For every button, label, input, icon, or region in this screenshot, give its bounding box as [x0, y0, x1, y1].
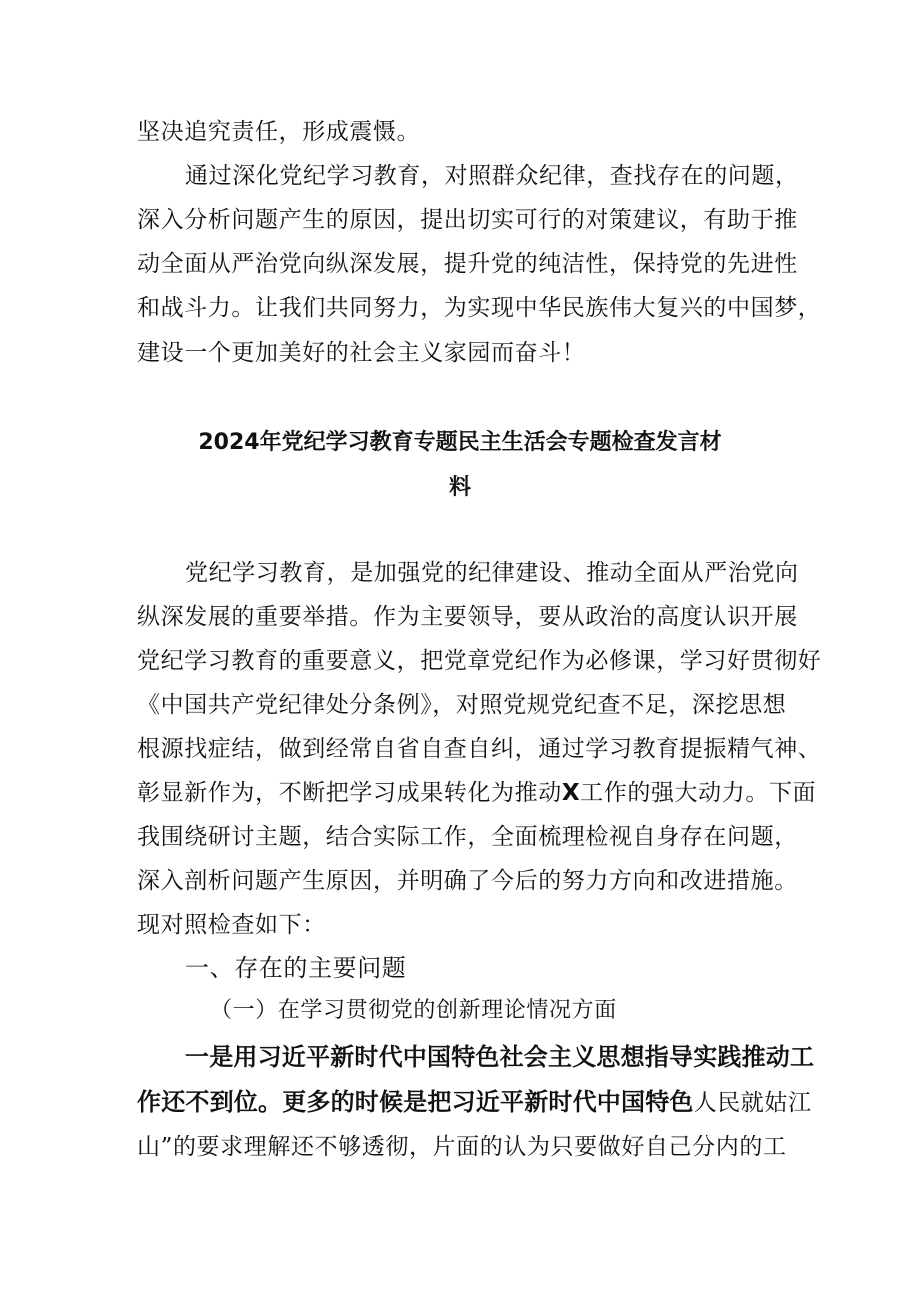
intro-paragraph-line: 根源找症结，做到经常自省自查自纠，通过学习教育提振精气神、	[137, 736, 822, 762]
prev-paragraph-line: 建设一个更加美好的社会主义家园而奋斗！	[137, 340, 586, 366]
intro-paragraph-line: 深入剖析问题产生原因，并明确了今后的努力方向和改进措施。	[137, 868, 798, 894]
intro-paragraph-line: 党纪学习教育，是加强党的纪律建设、推动全面从严治党向	[185, 560, 799, 586]
point-bold-segment: 作还不到位。更多的时候是把习近平新时代中国特色	[137, 1088, 694, 1116]
section-heading: 一、存在的主要问题	[185, 954, 407, 982]
point-paragraph-line	[137, 1087, 812, 1118]
intro-paragraph-line: 纵深发展的重要举措。作为主要领导，要从政治的高度认识开展	[137, 604, 798, 630]
point-paragraph-line: 山”的要求理解还不够透彻，片面的认为只要做好自己分内的工	[137, 1134, 787, 1160]
intro-text-segment: 彰显新作为，不断把学习成果转化为推动	[137, 780, 562, 806]
point-text-segment: 人民就姑江	[693, 1090, 812, 1116]
prev-paragraph-line: 坚决追究责任，形成震慑。	[137, 119, 421, 145]
intro-text-segment: 工作的强大动力。下面	[580, 780, 817, 806]
prev-paragraph-line: 动全面从严治党向纵深发展，提升党的纯洁性，保持党的先进性	[137, 251, 798, 277]
prev-paragraph-line: 和战斗力。让我们共同努力，为实现中华民族伟大复兴的中国梦，	[137, 295, 822, 321]
point-paragraph-line: 一是用习近平新时代中国特色社会主义思想指导实践推动工	[185, 1043, 815, 1071]
intro-paragraph-line	[137, 778, 816, 808]
prev-paragraph-line: 深入分析问题产生的原因，提出切实可行的对策建议，有助于推	[137, 207, 798, 233]
intro-bold-placeholder: X	[561, 780, 581, 806]
document-title-continued: 料	[448, 475, 471, 500]
intro-paragraph-line: 党纪学习教育的重要意义，把党章党纪作为必修课，学习好贯彻好	[137, 648, 822, 674]
intro-paragraph-line: 现对照检查如下：	[137, 912, 326, 938]
sub-section-heading: （一）在学习贯彻党的创新理论情况方面	[210, 998, 617, 1023]
document-title: 2024年党纪学习教育专题民主生活会专题检查发言材	[198, 430, 722, 455]
prev-paragraph-line: 通过深化党纪学习教育，对照群众纪律，查找存在的问题，	[185, 163, 799, 189]
intro-paragraph-line: 我围绕研讨主题，结合实际工作，全面梳理检视自身存在问题，	[137, 824, 798, 850]
intro-paragraph-line: 《中国共产党纪律处分条例》，对照党规党纪查不足，深挖思想	[137, 692, 787, 718]
